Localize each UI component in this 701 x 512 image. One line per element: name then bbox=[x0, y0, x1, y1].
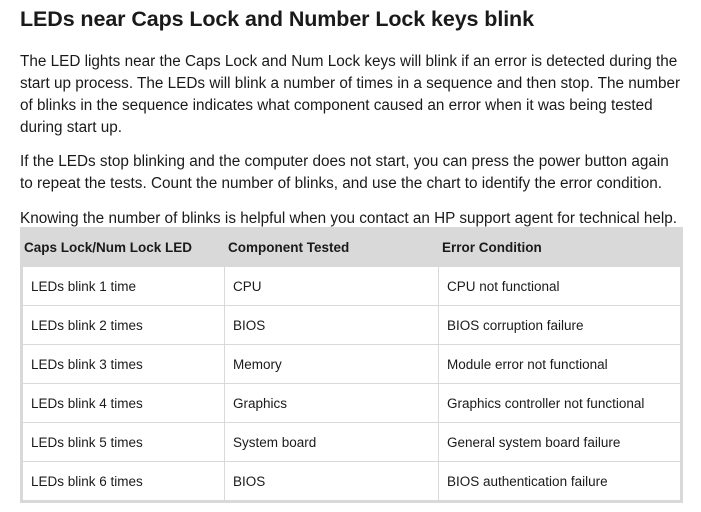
table-row bbox=[23, 267, 680, 305]
header-led: Caps Lock/Num Lock LED bbox=[23, 227, 224, 267]
table-row bbox=[23, 422, 680, 461]
cell-error: General system board failure bbox=[438, 422, 680, 461]
table-header-row bbox=[23, 227, 680, 267]
cell-led: LEDs blink 1 time bbox=[23, 267, 224, 305]
cell-component: System board bbox=[224, 422, 438, 461]
header-component: Component Tested bbox=[224, 227, 438, 267]
cell-led: LEDs blink 2 times bbox=[23, 305, 224, 344]
cell-component: Memory bbox=[224, 344, 438, 383]
intro-paragraph: The LED lights near the Caps Lock and Num Lock keys will blink if an error is detected during the start up process. The LEDs will blink a number of times in a sequence and then stop. The number of blinks in the sequence indicates what component caused an error when it was being tested during start up. bbox=[20, 53, 681, 136]
cell-error: BIOS corruption failure bbox=[438, 305, 680, 344]
cell-component: CPU bbox=[224, 267, 438, 305]
cell-error: Graphics controller not functional bbox=[438, 383, 680, 422]
cell-error: BIOS authentication failure bbox=[438, 461, 680, 500]
table-row bbox=[23, 383, 680, 422]
cell-led: LEDs blink 4 times bbox=[23, 383, 224, 422]
support-paragraph: Knowing the number of blinks is helpful when you contact an HP support agent for technical help. bbox=[20, 210, 678, 227]
table-row bbox=[23, 305, 680, 344]
cell-component: BIOS bbox=[224, 305, 438, 344]
cell-led: LEDs blink 3 times bbox=[23, 344, 224, 383]
cell-error: Module error not functional bbox=[438, 344, 680, 383]
cell-led: LEDs blink 5 times bbox=[23, 422, 224, 461]
blink-code-table-container bbox=[20, 227, 683, 503]
cell-component: BIOS bbox=[224, 461, 438, 500]
table-row bbox=[23, 461, 680, 500]
cell-component: Graphics bbox=[224, 383, 438, 422]
table-row bbox=[23, 344, 680, 383]
blink-code-table bbox=[23, 227, 680, 500]
cell-error: CPU not functional bbox=[438, 267, 680, 305]
retest-paragraph: If the LEDs stop blinking and the computer does not start, you can press the power button again to repeat the tests. Count the number of blinks, and use the chart to identify the error condition. bbox=[20, 153, 669, 192]
page-title: LEDs near Caps Lock and Number Lock keys blink bbox=[20, 7, 534, 31]
header-error: Error Condition bbox=[438, 227, 680, 267]
cell-led: LEDs blink 6 times bbox=[23, 461, 224, 500]
